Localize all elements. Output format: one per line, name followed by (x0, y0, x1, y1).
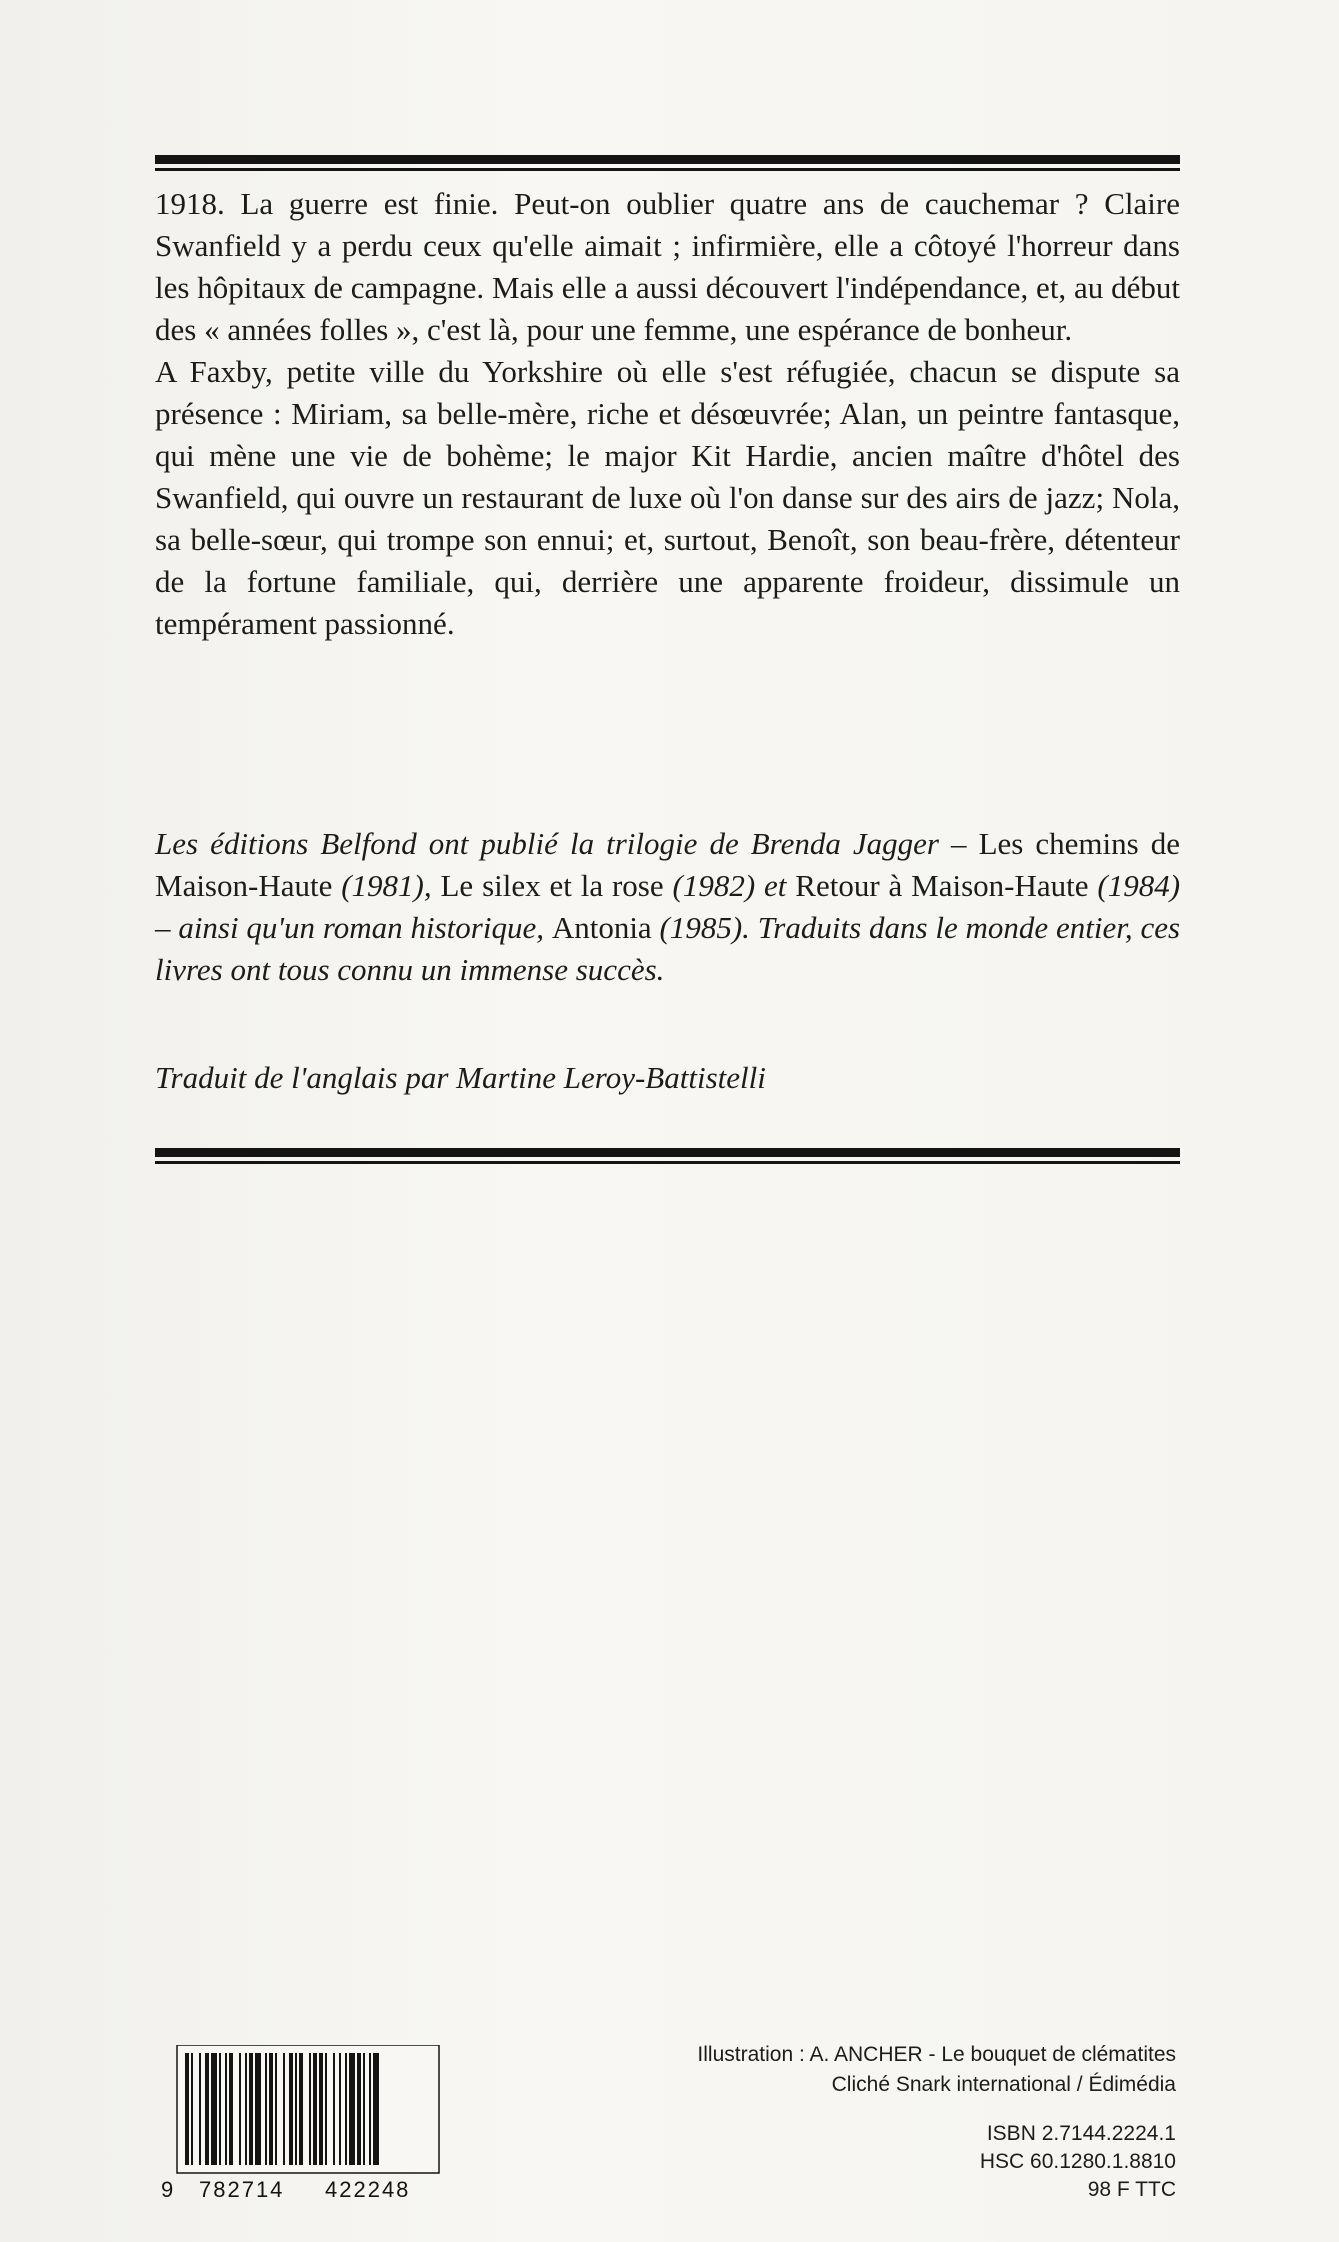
barcode-bar (333, 2053, 335, 2165)
barcode-bar (319, 2053, 323, 2165)
book-title-4: Antonia (551, 910, 652, 945)
top-double-rule (155, 155, 1180, 171)
book-title-1: Les chemins de Maison-Haute (155, 826, 1180, 903)
barcode-bar (357, 2053, 361, 2165)
book-title-2: Le silex et la rose (440, 868, 664, 903)
translator-credit: Traduit de l'anglais par Martine Leroy-Battistelli (155, 1060, 766, 1095)
barcode-bar (325, 2053, 327, 2165)
barcode-bar (239, 2053, 241, 2165)
isbn-code: ISBN 2.7144.2224.1 (986, 2122, 1176, 2145)
barcode-bar (275, 2053, 277, 2165)
barcode-bar (289, 2053, 293, 2165)
barcode-bar (283, 2053, 285, 2165)
book-year-4: (1985). (659, 910, 750, 945)
barcode-bar (373, 2053, 379, 2165)
barcode-bar (199, 2053, 201, 2165)
illustration-credit-line: Illustration : A. ANCHER - Le bouquet de clématites (697, 2043, 1176, 2066)
summary-paragraph-2: A Faxby, petite ville du Yorkshire où elle s'est réfugiée, chacun se dispute sa présence : Miriam, sa belle-mère, riche et désœuvrée; Alan, un peintre fantasque, qui mène une vie de bohème; le major Kit Hardie, ancien maître d'hôtel des Swanfield, qui ouvre un restaurant de luxe où l'on danse sur des airs de jazz; Nola, sa belle-sœur, qui trompe son ennui; et, surtout, Benoît, son beau-frère, détenteur de la fortune familiale, qui, derrière une apparente froideur, dissimule un tempérament passionné. (155, 354, 1180, 641)
barcode-graphic (155, 2045, 455, 2205)
book-year-3: (1984) – ainsi qu'un roman historique, (155, 868, 1181, 945)
product-codes (980, 2120, 1176, 2204)
barcode-bar (219, 2053, 221, 2165)
barcode-bar (245, 2053, 247, 2165)
barcode-bar (191, 2053, 193, 2165)
barcode-bar (349, 2053, 355, 2165)
barcode-bar (265, 2053, 267, 2165)
book-title-3: Retour à Maison-Haute (795, 868, 1089, 903)
illustration-credits (697, 2040, 1176, 2100)
publisher-intro: Les éditions Belfond ont publié la trilogie de Brenda Jagger – (155, 826, 967, 861)
summary-block (155, 183, 1180, 645)
ean-barcode (155, 2045, 455, 2205)
barcode-bar (299, 2053, 303, 2165)
barcode-bar (345, 2053, 347, 2165)
barcode-bar (185, 2053, 189, 2165)
barcode-bar (229, 2053, 233, 2165)
barcode-right-digits: 422248 (325, 2177, 411, 2202)
hsc-code: HSC 60.1280.1.8810 (979, 2150, 1176, 2173)
price-label: 98 F TTC (1087, 2178, 1176, 2201)
publisher-closing: Traduits dans le monde entier, ces livres ont tous connu un immense succès. (155, 910, 1181, 987)
book-year-2: (1982) (672, 868, 756, 903)
bottom-double-rule (155, 1148, 1180, 1164)
barcode-bar (369, 2053, 371, 2165)
barcode-bar (269, 2053, 273, 2165)
barcode-bar (295, 2053, 297, 2165)
barcode-bar (255, 2053, 261, 2165)
cliche-credit-line: Cliché Snark international / Édimédia (831, 2073, 1176, 2096)
publisher-note (155, 823, 1180, 991)
barcode-left-digits: 782714 (199, 2177, 285, 2202)
barcode-bar (225, 2053, 227, 2165)
barcode-bar (211, 2053, 217, 2165)
conjunction: et (764, 868, 787, 903)
barcode-bar (205, 2053, 209, 2165)
barcode-bar (309, 2053, 311, 2165)
barcode-bar (249, 2053, 253, 2165)
book-year-1: (1981), (341, 868, 432, 903)
barcode-bar (363, 2053, 365, 2165)
barcode-bar (313, 2053, 317, 2165)
barcode-lead-digit: 9 (161, 2177, 174, 2202)
barcode-bar (339, 2053, 341, 2165)
summary-paragraph-1: 1918. La guerre est finie. Peut-on oublier quatre ans de cauchemar ? Claire Swanfield y a perdu ceux qu'elle aimait ; infirmière, elle a côtoyé l'horreur dans les hôpitaux de campagne. Mais elle a aussi découvert l'indépendance, et, au début des « années folles », c'est là, pour une femme, une espérance de bonheur. (155, 186, 1180, 347)
